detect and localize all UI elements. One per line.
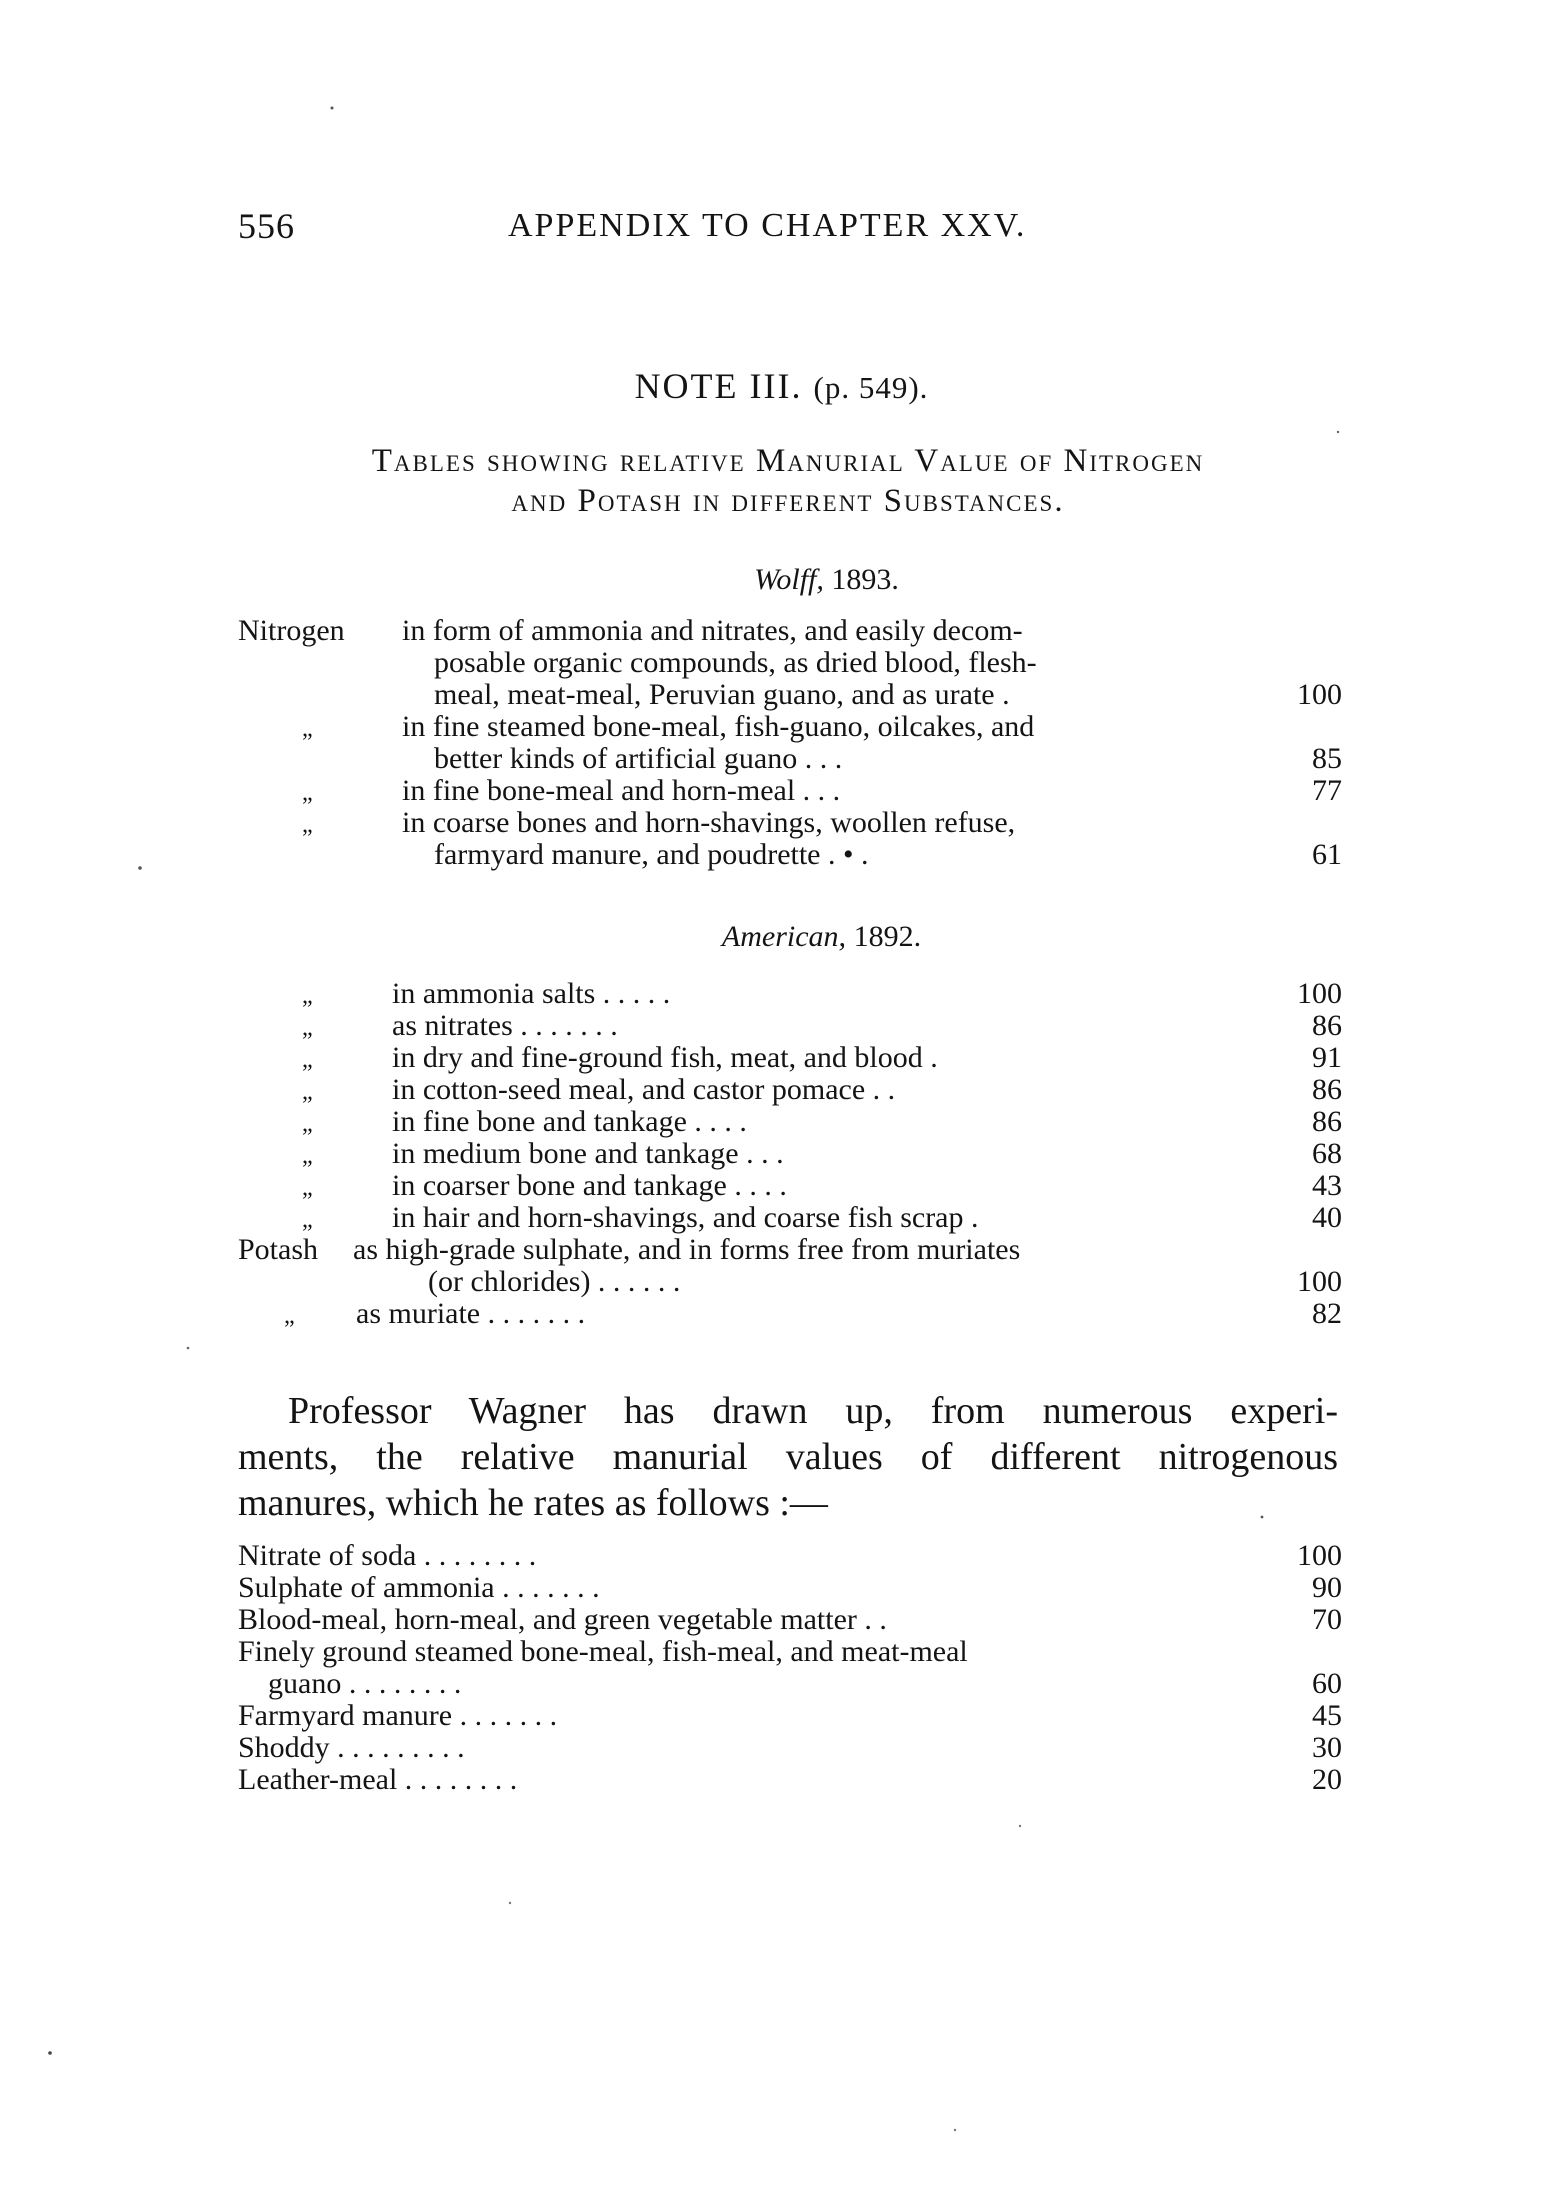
potash-lead: Potash	[238, 1233, 319, 1266]
ditto-mark: „	[302, 1111, 313, 1137]
note-page-ref: (p. 549).	[813, 370, 929, 405]
paragraph-line: Professor Wagner has drawn up, from numerous experi-	[288, 1390, 1338, 1432]
american-entry-value: 86	[1312, 1105, 1342, 1138]
american-entry-text: in dry and fine-ground fish, meat, and blood .	[392, 1041, 938, 1074]
american-entry-value: 40	[1312, 1201, 1342, 1234]
wagner-entry-value: 30	[1312, 1731, 1342, 1764]
tables-subtitle-line2: and Potash in different Substances.	[511, 483, 1065, 519]
tables-subtitle-line1: Tables showing relative Manurial Value of Nitrogen	[371, 443, 1205, 479]
wagner-entry-label: Sulphate of ammonia . . . . . . .	[238, 1571, 600, 1604]
ditto-mark: „	[302, 716, 313, 742]
american-entry-value: 86	[1312, 1073, 1342, 1106]
american-entry-text: in coarser bone and tankage . . . .	[392, 1169, 787, 1202]
paragraph-line: ments, the relative manurial values of different nitrogenous	[238, 1436, 1338, 1478]
ditto-mark: „	[302, 780, 313, 806]
paragraph-line: manures, which he rates as follows :—	[238, 1482, 828, 1524]
american-entry-value: 43	[1312, 1169, 1342, 1202]
ditto-mark: „	[302, 812, 313, 838]
wolff-entry-line: better kinds of artificial guano . . .	[434, 742, 843, 775]
wagner-entry-value: 70	[1312, 1603, 1342, 1636]
american-entry-value: 91	[1312, 1041, 1342, 1074]
wagner-entry-label: Nitrate of soda . . . . . . . .	[238, 1539, 537, 1572]
wolff-entry-line: meal, meat-meal, Peruvian guano, and as urate .	[434, 678, 1010, 711]
wolff-entry-value: 61	[1312, 838, 1342, 871]
american-entry-text: in ammonia salts . . . . .	[392, 977, 671, 1010]
american-entry-text: in fine bone and tankage . . . .	[392, 1105, 747, 1138]
wolff-entry-lead: Nitrogen	[238, 614, 345, 647]
wolff-entry-line: posable organic compounds, as dried blood, flesh-	[434, 646, 1037, 679]
wagner-entry-value: 60	[1312, 1667, 1342, 1700]
wagner-entry-value: 45	[1312, 1699, 1342, 1732]
american-entry-text: in medium bone and tankage . . .	[392, 1137, 784, 1170]
wolff-entry-value: 100	[1297, 678, 1342, 711]
ditto-mark: „	[302, 1175, 313, 1201]
wagner-entry-label: Shoddy . . . . . . . . .	[238, 1731, 465, 1764]
potash-line: as high-grade sulphate, and in forms free from muriates	[353, 1233, 1021, 1266]
chapter-title: APPENDIX TO CHAPTER XXV.	[508, 207, 1027, 244]
ditto-mark: „	[302, 1015, 313, 1041]
wagner-entry-label: Leather-meal . . . . . . . .	[238, 1763, 518, 1796]
potash-muriate-value: 82	[1312, 1297, 1342, 1330]
ditto-mark: „	[302, 1143, 313, 1169]
american-entry-value: 86	[1312, 1009, 1342, 1042]
wolff-year: 1893.	[831, 563, 899, 596]
potash-value: 100	[1297, 1265, 1342, 1298]
wagner-entry-label: Farmyard manure . . . . . . .	[238, 1699, 558, 1732]
ditto-mark: „	[302, 1047, 313, 1073]
american-entry-value: 68	[1312, 1137, 1342, 1170]
american-entry-text: in cotton-seed meal, and castor pomace . .	[392, 1073, 896, 1106]
ditto-mark: „	[302, 983, 313, 1009]
wagner-entry-label: guano . . . . . . . .	[268, 1667, 462, 1700]
wagner-entry-value: 100	[1297, 1539, 1342, 1572]
american-entry-text: as nitrates . . . . . . .	[392, 1009, 618, 1042]
wolff-entry-value: 77	[1312, 774, 1342, 807]
american-entry-text: in hair and horn-shavings, and coarse fish scrap .	[392, 1201, 979, 1234]
ditto-mark: „	[302, 1207, 313, 1233]
potash-muriate-text: as muriate . . . . . . .	[356, 1297, 586, 1330]
wagner-entry-label: Finely ground steamed bone-meal, fish-meal, and meat-meal	[238, 1635, 968, 1668]
wagner-entry-value: 20	[1312, 1763, 1342, 1796]
wolff-entry-line: in fine bone-meal and horn-meal . . .	[402, 774, 841, 807]
american-name: American,	[721, 920, 847, 953]
wagner-entry-value: 90	[1312, 1571, 1342, 1604]
wagner-entry-label: Blood-meal, horn-meal, and green vegetable matter . .	[238, 1603, 887, 1636]
wolff-entry-line: farmyard manure, and poudrette . • .	[434, 838, 869, 871]
american-year: 1892.	[853, 920, 922, 953]
page-number: 556	[238, 206, 295, 246]
note-label: NOTE III.	[634, 366, 803, 406]
wolff-name: Wolff,	[754, 563, 824, 596]
ditto-mark: „	[302, 1079, 313, 1105]
wolff-entry-line: in form of ammonia and nitrates, and easily decom-	[402, 614, 1023, 647]
ditto-mark: „	[284, 1303, 295, 1329]
wolff-entry-line: in fine steamed bone-meal, fish-guano, oilcakes, and	[402, 710, 1035, 743]
wolff-entry-value: 85	[1312, 742, 1342, 775]
wolff-entry-line: in coarse bones and horn-shavings, woollen refuse,	[402, 806, 1016, 839]
american-entry-value: 100	[1297, 977, 1342, 1010]
potash-line: (or chlorides) . . . . . .	[428, 1265, 681, 1298]
